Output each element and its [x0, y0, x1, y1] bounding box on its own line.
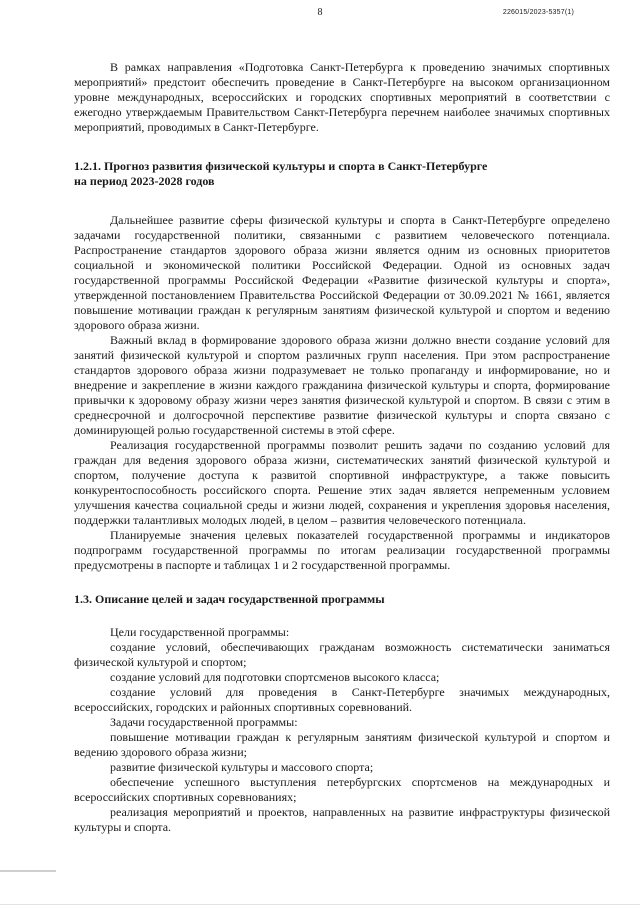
document-body [74, 60, 610, 835]
page-number: 8 [317, 7, 323, 18]
task-item: реализация мероприятий и проектов, направленных на развитие инфраструктуры физической культуры и спорта. [74, 805, 610, 834]
goal-item: создание условий для подготовки спортсменов высокого класса; [110, 670, 440, 684]
goal-item: создание условий, обеспечивающих гражданам возможность систематически заниматься физической культурой и спортом; [74, 640, 610, 669]
section-1-2-1-paragraph: Реализация государственной программы позволит решить задачи по созданию условий для граждан для ведения здорового образа жизни, систематических занятий физической культурой и спортом, получение доступа к развитой спортивной инфраструктуре, а также повысить конкурентоспособность российского спорта. Решение этих задач является непременным условием улучшения качества социальной среды и жизни людей, сохранения и укрепления здоровья населения, поддержки талантливых молодых людей, в целом – развития человеческого потенциала. [74, 438, 610, 527]
section-1-2-1-title-line1: 1.2.1. Прогноз развития физической культуры и спорта в Санкт-Петербурге [74, 159, 488, 173]
task-item: обеспечение успешного выступления петербургских спортсменов на международных и всероссийских спортивных соревнованиях; [74, 775, 610, 804]
section-1-2-1-heading [74, 159, 610, 189]
scan-edge-mark [0, 870, 56, 872]
section-1-2-1-paragraph: Важный вклад в формирование здорового образа жизни должно внести создание условий для занятий физической культурой и спортом различных групп населения. При этом распространение стандартов здорового образа жизни подразумевает не только пропаганду и информирование, но и внедрение и закрепление в жизни каждого гражданина физической культуры и спорта, формирование привычки к здоровому образу жизни через занятия физической культурой и спортом. В связи с этим в среднесрочной и долгосрочной перспективе развитие физической культуры и спорта связано с доминирующей ролью государственной системы в этой сфере. [74, 333, 610, 437]
document-id: 226015/2023-5357(1) [502, 9, 574, 16]
goals-label: Цели государственной программы: [110, 625, 290, 639]
section-1-2-1-title-line2: на период 2023-2028 годов [74, 174, 215, 188]
section-1-2-1-paragraph: Планируемые значения целевых показателей государственной программы и индикаторов подпрограмм государственной программы по итогам реализации государственной программы предусмотрены в паспорте и таблицах 1 и 2 государственной программы. [74, 528, 610, 572]
task-item: повышение мотивации граждан к регулярным занятиям физической культурой и спортом и ведению здорового образа жизни; [74, 730, 610, 759]
goal-item: создание условий для проведения в Санкт-Петербурге значимых международных, всероссийских, городских и районных спортивных соревнований. [74, 685, 610, 714]
section-1-2-1-paragraph: Дальнейшее развитие сферы физической культуры и спорта в Санкт-Петербурге определено задачами государственной политики, связанными с развитием человеческого потенциала. Распространение стандартов здорового образа жизни является одним из основных приоритетов социальной и экономической политики Российской Федерации. Одной из основных задач государственной программы Российской Федерации «Развитие физической культуры и спорта», утвержденной постановлением Правительства Российской Федерации от 30.09.2021 № 1661, является повышение мотивации граждан к регулярным занятиям физической культурой и спортом и ведению здорового образа жизни. [74, 213, 610, 332]
section-1-3-title: 1.3. Описание целей и задач государственной программы [74, 592, 385, 606]
tasks-label: Задачи государственной программы: [110, 715, 298, 729]
task-item: развитие физической культуры и массового спорта; [110, 760, 374, 774]
intro-paragraph: В рамках направления «Подготовка Санкт-Петербурга к проведению значимых спортивных мероприятий» предстоит обеспечить проведение в Санкт-Петербурге на высоком организационном уровне международных, всероссийских и городских спортивных мероприятий в соответствии с ежегодно утверждаемым Правительством Санкт-Петербурга перечнем наиболее значимых спортивных мероприятий, проводимых в Санкт-Петербурге. [74, 60, 610, 134]
